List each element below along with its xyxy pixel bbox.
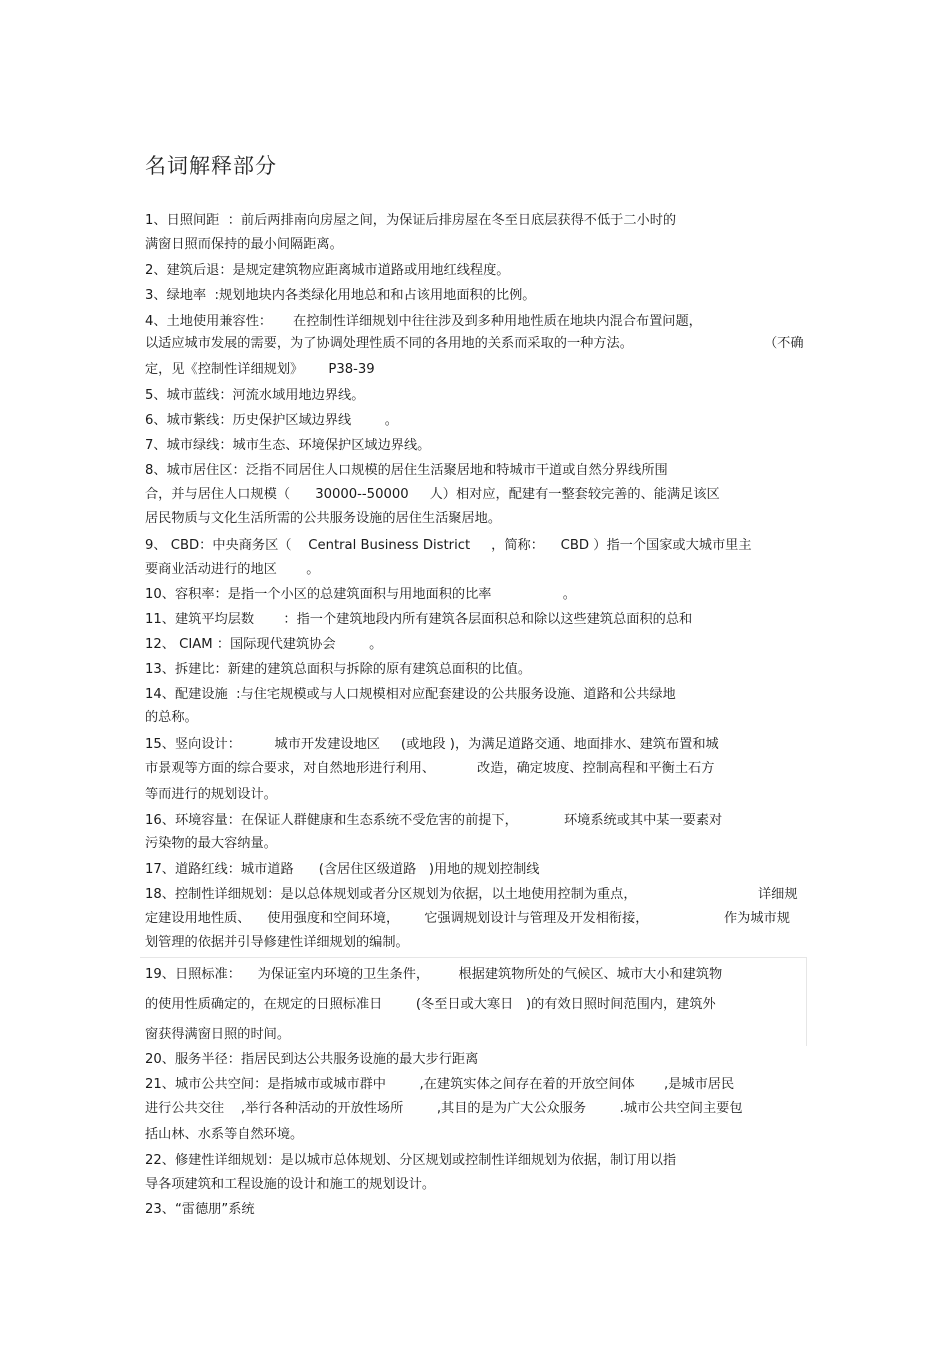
text-line: 2、建筑后退：是规定建筑物应距离城市道路或用地红线程度。 (145, 263, 510, 278)
text-line: 14、配建设施 :与住宅规模或与人口规模相对应配套建设的公共服务设施、道路和公共绿地 (145, 687, 676, 702)
text-line: 市景观等方面的综合要求，对自然地形进行利用、 改造，确定坡度、控制高程和平衡土石方 (145, 761, 715, 776)
text-line: 5、城市蓝线：河流水域用地边界线。 (145, 388, 365, 403)
text-line: 污染物的最大容纳量。 (145, 836, 277, 851)
text-line: 12、 CIAM ：国际现代建筑协会 。 (145, 637, 383, 652)
margin-note: 作为城市规 (724, 911, 790, 926)
text-line: 18、控制性详细规划：是以总体规划或者分区规划为依据，以土地使用控制为重点， (145, 887, 637, 902)
text-line: 等而进行的规划设计。 (145, 787, 277, 802)
text-line: 的总称。 (145, 710, 198, 725)
text-line: 16、环境容量：在保证人群健康和生态系统不受危害的前提下， 环境系统或其中某一要素对 (145, 813, 723, 828)
text-line: 13、拆建比：新建的建筑总面积与拆除的原有建筑总面积的比值。 (145, 662, 532, 677)
text-line: 11、建筑平均层数 ：指一个建筑地段内所有建筑各层面积总和除以这些建筑总面积的总和 (145, 612, 693, 627)
text-line: 的使用性质确定的，在规定的日照标准日 (冬至日或大寒日 )的有效日照时间范围内，建筑外 (145, 997, 716, 1012)
text-line: 导各项建筑和工程设施的设计和施工的规划设计。 (145, 1177, 436, 1192)
text-line: 10、容积率：是指一个小区的总建筑面积与用地面积的比率 。 (145, 587, 576, 602)
text-line: 要商业活动进行的地区 。 (145, 562, 320, 577)
text-line: 划管理的依据并引导修建性详细规划的编制。 (145, 935, 409, 950)
text-line: 定，见《控制性详细规划》 P38-39 (145, 362, 375, 377)
text-line: 括山林、水系等自然环境。 (145, 1127, 304, 1142)
text-line: 满窗日照而保持的最小间隔距离。 (145, 237, 343, 252)
text-line: 以适应城市发展的需要，为了协调处理性质不同的各用地的关系而采取的一种方法。 (145, 336, 633, 351)
text-line: 4、土地使用兼容性： 在控制性详细规划中往往涉及到多种用地性质在地块内混合布置问题， (145, 314, 702, 329)
text-line: 19、日照标准： 为保证室内环境的卫生条件， 根据建筑物所处的气候区、城市大小和建筑物 (145, 967, 723, 982)
text-line: 20、服务半径：指居民到达公共服务设施的最大步行距离 (145, 1052, 479, 1067)
text-line: 15、竖向设计： 城市开发建设地区 (或地段 )，为满足道路交通、地面排水、建筑布置和城 (145, 737, 719, 752)
text-line: 6、城市紫线：历史保护区域边界线 。 (145, 413, 398, 428)
margin-note: 详细规 (758, 887, 798, 902)
text-line: 22、修建性详细规划：是以城市总体规划、分区规划或控制性详细规划为依据，制订用以指 (145, 1153, 677, 1168)
text-line: 合，并与居住人口规模（ 30000--50000 人）相对应，配建有一整套较完善的、能满足该区 (145, 487, 720, 502)
text-line: 23、“雷德朋”系统 (145, 1202, 255, 1217)
text-line: 8、城市居住区：泛指不同居住人口规模的居住生活聚居地和特城市干道或自然分界线所围 (145, 463, 668, 478)
text-line: 窗获得满窗日照的时间。 (145, 1027, 291, 1042)
text-line: 居民物质与文化生活所需的公共服务设施的居住生活聚居地。 (145, 511, 502, 526)
text-line: 3、绿地率 :规划地块内各类绿化用地总和和占该用地面积的比例。 (145, 288, 536, 303)
text-line: 7、城市绿线：城市生态、环境保护区域边界线。 (145, 438, 431, 453)
text-line: 21、城市公共空间：是指城市或城市群中 ,在建筑实体之间存在着的开放空间体 ,是城市居民 (145, 1077, 735, 1092)
text-line: 9、 CBD：中央商务区（ Central Business District ，简称： CBD ）指一个国家或大城市里主 (145, 538, 752, 553)
margin-note: （不确 (764, 336, 804, 351)
text-line: 进行公共交往 ,举行各种活动的开放性场所 ,其目的是为广大公众服务 .城市公共空间主要包 (145, 1101, 743, 1116)
text-line: 定建设用地性质、 使用强度和空间环境， 它强调规划设计与管理及开发相衔接， (145, 911, 649, 926)
text-line: 1、日照间距 ：前后两排南向房屋之间，为保证后排房屋在冬至日底层获得不低于二小时的 (145, 213, 677, 228)
text-line: 17、道路红线：城市道路 (含居住区级道路 )用地的规划控制线 (145, 862, 540, 877)
page-title: 名词解释部分 (145, 154, 277, 178)
